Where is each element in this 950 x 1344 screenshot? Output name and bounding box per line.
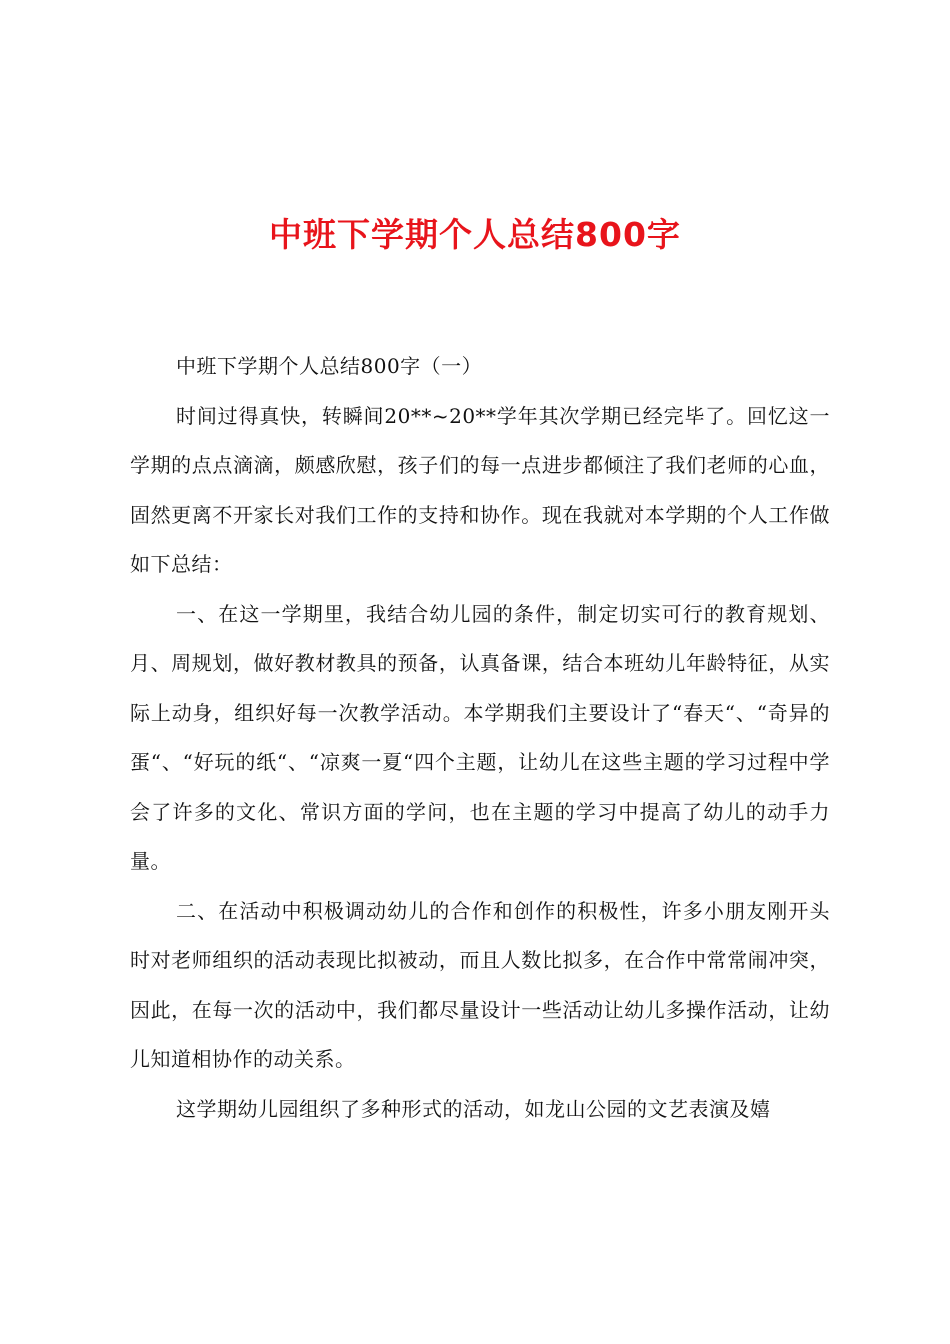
body-paragraph: 时间过得真快，转瞬间20**~20**学年其次学期已经完毕了。回忆这一学期的点点滴滴，颇感欣慰，孩子们的每一点进步都倾注了我们老师的心血，固然更离不开家长对我们工作的支持和协作。现在我就对本学期的个人工作做如下总结： [130,403,830,576]
section-heading: 中班下学期个人总结800字（一） [176,354,483,378]
document-title: 中班下学期个人总结800字 [269,215,681,254]
body-paragraph: 这学期幼儿园组织了多种形式的活动，如龙山公园的文艺表演及嬉 [176,1096,771,1121]
body-paragraph: 一、在这一学期里，我结合幼儿园的条件，制定切实可行的教育规划、月、周规划，做好教材教具的预备，认真备课，结合本班幼儿年龄特征，从实际上动身，组织好每一次教学活动。本学期我们主要设计了“春天“、“奇异的蛋“、“好玩的纸“、“凉爽一夏“四个主题，让幼儿在这些主题的学习过程中学会了许多的文化、常识方面的学问，也在主题的学习中提高了幼儿的动手力量。 [130,601,830,873]
body-paragraph: 二、在活动中积极调动幼儿的合作和创作的积极性，许多小朋友刚开头时对老师组织的活动表现比拟被动，而且人数比拟多，在合作中常常闹冲突，因此，在每一次的活动中，我们都尽量设计一些活动让幼儿多操作活动，让幼儿知道相协作的动关系。 [130,898,830,1071]
document-body [130,342,830,1134]
